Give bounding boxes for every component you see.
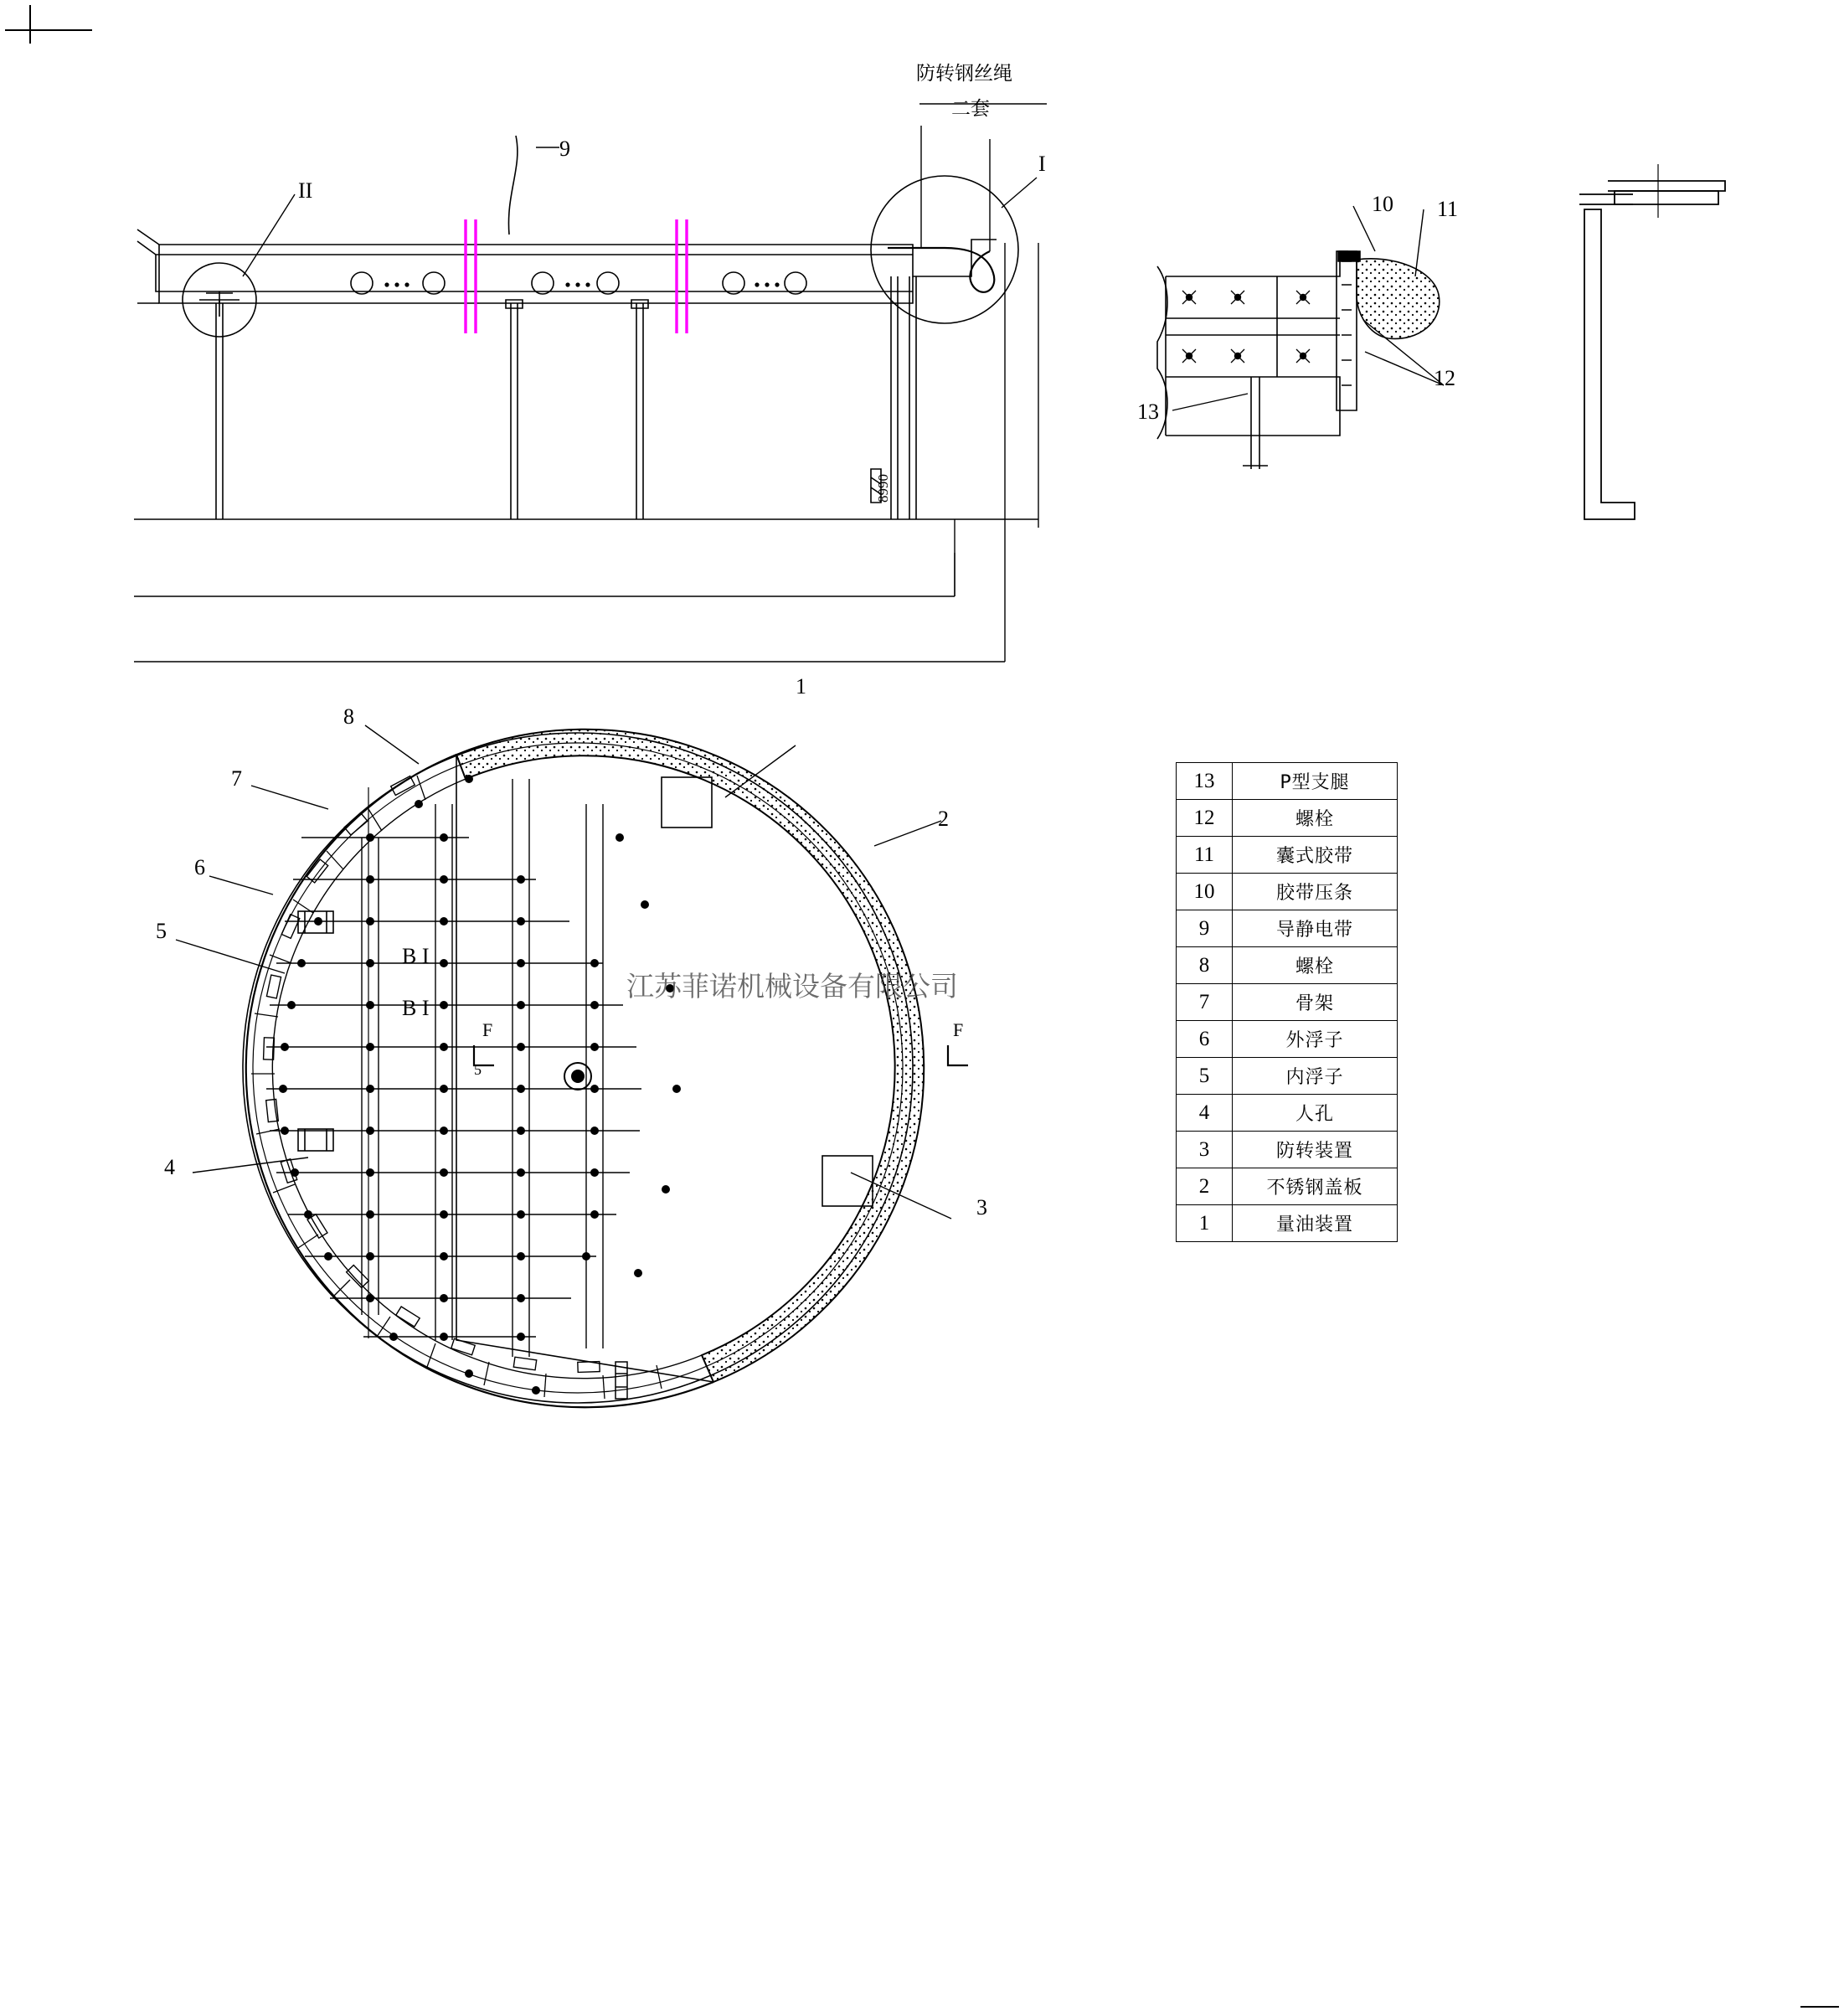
bom-row bbox=[1177, 874, 1398, 910]
bom-row bbox=[1177, 947, 1398, 984]
bom-row bbox=[1177, 1205, 1398, 1242]
detail-callout-10: 10 bbox=[1372, 192, 1393, 216]
bom-item-name: 外浮子 bbox=[1233, 1021, 1398, 1058]
bom-item-number: 3 bbox=[1177, 1132, 1233, 1168]
bom-row bbox=[1177, 837, 1398, 874]
bom-item-number: 10 bbox=[1177, 874, 1233, 910]
detail-callout-13: 13 bbox=[1137, 400, 1159, 424]
bom-item-name: 胶带压条 bbox=[1233, 874, 1398, 910]
bom-body bbox=[1177, 763, 1398, 1242]
bom-item-number: 7 bbox=[1177, 984, 1233, 1021]
bom-item-number: 11 bbox=[1177, 837, 1233, 874]
plan-callout-4: 4 bbox=[164, 1155, 175, 1179]
static-strap-marker bbox=[466, 219, 687, 333]
sheet-border bbox=[5, 5, 1839, 2007]
bill-of-materials-table bbox=[1176, 762, 1398, 1242]
bom-row bbox=[1177, 800, 1398, 837]
bom-item-number: 4 bbox=[1177, 1095, 1233, 1132]
bom-item-number: 12 bbox=[1177, 800, 1233, 837]
detail-callout-12: 12 bbox=[1434, 366, 1455, 390]
plan-callout-2: 2 bbox=[938, 807, 949, 831]
bom-item-number: 5 bbox=[1177, 1058, 1233, 1095]
section-mark-right: F bbox=[953, 1019, 964, 1040]
section-mark-left-sub: 5 bbox=[474, 1061, 482, 1078]
bom-row bbox=[1177, 1021, 1398, 1058]
detail-I-view bbox=[1157, 206, 1444, 469]
bom-row bbox=[1177, 910, 1398, 947]
plan-callout-3: 3 bbox=[976, 1195, 987, 1219]
bom-item-name: 不锈钢盖板 bbox=[1233, 1168, 1398, 1205]
plan-callout-6: 6 bbox=[194, 855, 205, 879]
bom-item-name: 螺栓 bbox=[1233, 800, 1398, 837]
bom-item-name: 量油装置 bbox=[1233, 1205, 1398, 1242]
bom-item-name: P型支腿 bbox=[1233, 763, 1398, 800]
plan-callout-8: 8 bbox=[343, 704, 354, 729]
rope-note-line1: 防转钢丝绳 bbox=[916, 63, 1012, 85]
bom-row bbox=[1177, 984, 1398, 1021]
bom-item-number: 8 bbox=[1177, 947, 1233, 984]
bom-row bbox=[1177, 1132, 1398, 1168]
bom-item-name: 人孔 bbox=[1233, 1095, 1398, 1132]
bom-item-name: 囊式胶带 bbox=[1233, 837, 1398, 874]
detail-mark-II: II bbox=[298, 178, 313, 203]
bom-row bbox=[1177, 1168, 1398, 1205]
elevation-dimension: 8990 bbox=[875, 474, 891, 503]
detail-mark-I: I bbox=[1038, 152, 1046, 176]
bom-item-number: 6 bbox=[1177, 1021, 1233, 1058]
bom-item-name: 导静电带 bbox=[1233, 910, 1398, 947]
bom-item-number: 9 bbox=[1177, 910, 1233, 947]
plan-view bbox=[176, 725, 968, 1407]
bom-item-name: 骨架 bbox=[1233, 984, 1398, 1021]
section-mark-left: F bbox=[482, 1019, 493, 1040]
bom-item-number: 2 bbox=[1177, 1168, 1233, 1205]
callout-9: 9 bbox=[559, 137, 570, 161]
bom-item-name: 内浮子 bbox=[1233, 1058, 1398, 1095]
detail-II-view bbox=[1579, 164, 1725, 519]
company-watermark: 江苏菲诺机械设备有限公司 bbox=[626, 970, 958, 1003]
bay-label-2: B I bbox=[402, 996, 430, 1020]
bom-row bbox=[1177, 1095, 1398, 1132]
plan-callout-5: 5 bbox=[156, 919, 167, 943]
bom-item-name: 防转装置 bbox=[1233, 1132, 1398, 1168]
plan-callout-7: 7 bbox=[231, 766, 242, 791]
plan-callout-1: 1 bbox=[796, 674, 806, 699]
bom-item-name: 螺栓 bbox=[1233, 947, 1398, 984]
detail-callout-11: 11 bbox=[1437, 197, 1459, 221]
bay-label-1: B I bbox=[402, 944, 430, 968]
bom-row bbox=[1177, 763, 1398, 800]
rope-note-line2: 二套 bbox=[951, 98, 990, 120]
bom-item-number: 1 bbox=[1177, 1205, 1233, 1242]
bom-item-number: 13 bbox=[1177, 763, 1233, 800]
bom-row bbox=[1177, 1058, 1398, 1095]
elevation-view bbox=[134, 104, 1047, 662]
